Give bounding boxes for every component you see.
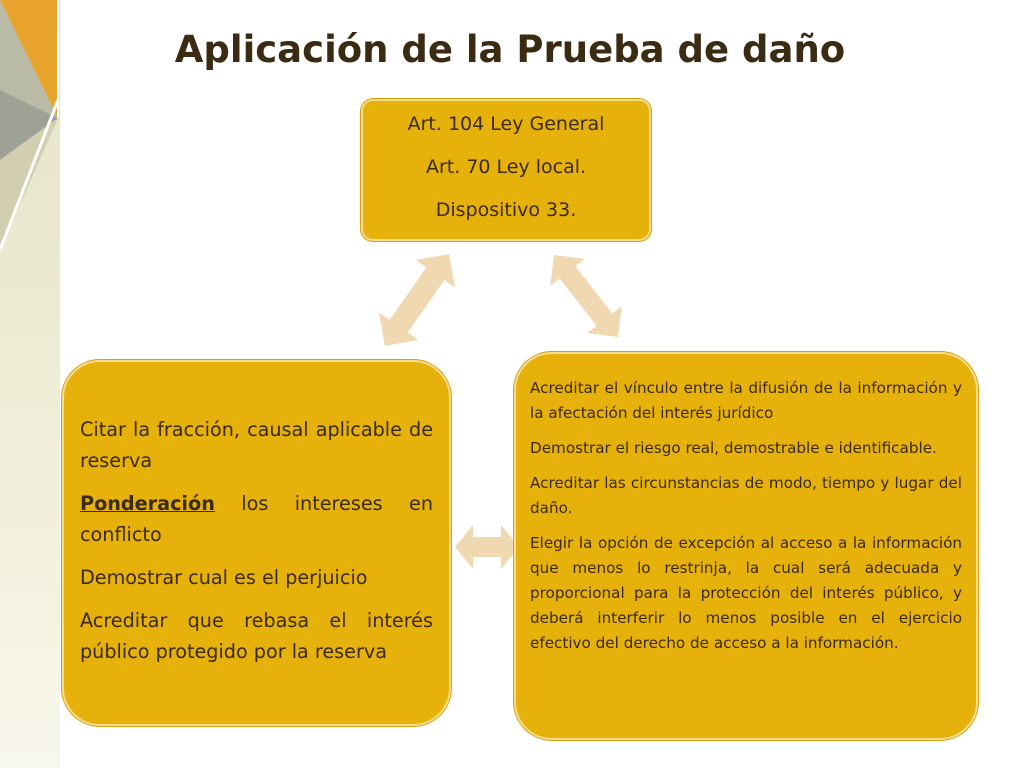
law-device-33: Dispositivo 33. (435, 199, 577, 221)
requirement-show-harm: Demostrar cual es el perjuicio (80, 566, 368, 589)
legal-basis-box (361, 99, 651, 241)
proof-criteria-box (514, 352, 978, 740)
criterion-least-restrictive: Elegir la opción de excepción al acceso a la información que menos lo restrinja, la cual será adecuada y proporcional para la protección del interés público, y deberá interferir lo menos posible en el ejercicio efectivo del derecho de acceso a la información. (530, 534, 962, 652)
criterion-link: Acreditar el vínculo entre la difusión de la información y la afectación del interés jurídico (530, 379, 962, 422)
weighing-emphasis: Ponderación (80, 492, 215, 515)
requirements-box (62, 360, 451, 726)
weighing-rest: los intereses en conflicto (80, 492, 433, 546)
page-title: Aplicación de la Prueba de daño (174, 28, 846, 71)
requirement-cite-fraction: Citar la fracción, causal aplicable de reserva (80, 418, 433, 472)
requirement-exceeds-interest: Acreditar que rebasa el interés público protegido por la reserva (80, 609, 433, 663)
double-arrow-top-right-icon (537, 241, 636, 350)
law-article-104: Art. 104 Ley General (407, 113, 605, 135)
double-arrow-top-left-icon (365, 240, 469, 359)
requirement-weighing (80, 488, 433, 550)
law-article-70: Art. 70 Ley local. (425, 156, 587, 178)
criterion-circumstances: Acreditar las circunstancias de modo, tiempo y lugar del daño. (530, 474, 962, 517)
double-arrow-horizontal-icon (455, 525, 519, 569)
criterion-risk: Demostrar el riesgo real, demostrable e identificable. (530, 439, 937, 457)
